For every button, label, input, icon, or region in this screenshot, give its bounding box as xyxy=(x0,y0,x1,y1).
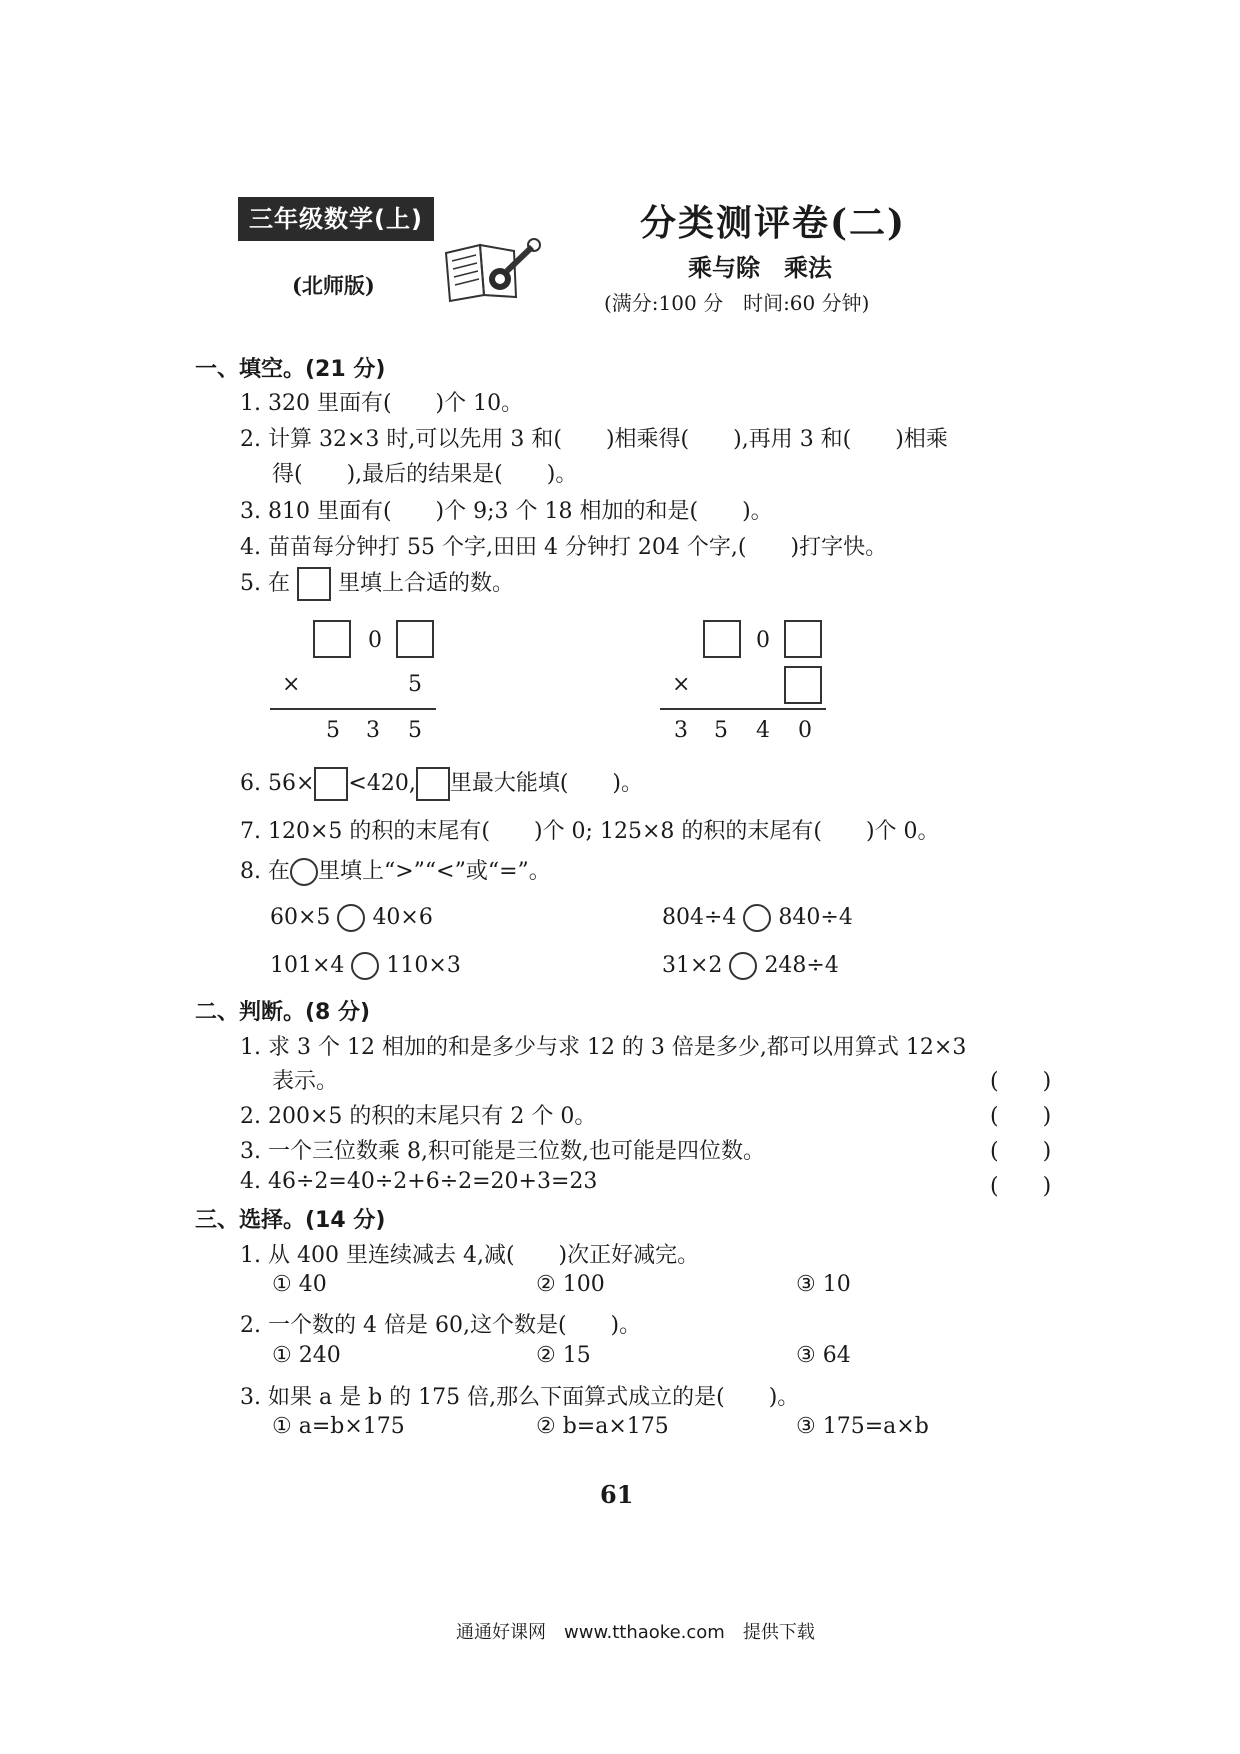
compare-left: 31×2 xyxy=(662,953,723,978)
question-1-4: 4. 苗苗每分钟打 55 个字,田田 4 分钟打 204 个字,( )打字快。 xyxy=(240,535,888,560)
calc2-digit-box[interactable] xyxy=(784,620,822,658)
answer-box[interactable] xyxy=(416,767,450,801)
question-1-5-suffix: 里填上合适的数。 xyxy=(337,571,514,596)
choice-option[interactable]: ③ 175=a×b xyxy=(796,1414,929,1439)
question-1-3: 3. 810 里面有( )个 9;3 个 18 相加的和是( )。 xyxy=(240,499,773,524)
calc1-zero: 0 xyxy=(368,628,382,653)
question-1-8-prefix: 8. 在 xyxy=(240,859,290,884)
calc1-multiplier: 5 xyxy=(408,672,422,697)
compare-circle[interactable] xyxy=(743,904,771,932)
answer-box[interactable] xyxy=(297,567,331,601)
section2-heading: 二、判断。(8 分) xyxy=(195,1000,371,1025)
compare-item xyxy=(662,904,853,932)
judge-question-3: 3. 一个三位数乘 8,积可能是三位数,也可能是四位数。 xyxy=(240,1139,765,1164)
choice-option[interactable]: ③ 10 xyxy=(796,1272,851,1297)
choice-option[interactable]: ① 40 xyxy=(272,1272,327,1297)
calc1-line xyxy=(270,708,436,710)
judge-answer-blank[interactable]: ( ) xyxy=(990,1069,1052,1094)
choice-option[interactable]: ② 100 xyxy=(536,1272,605,1297)
question-1-2-line1: 2. 计算 32×3 时,可以先用 3 和( )相乘得( ),再用 3 和( )相乘 xyxy=(240,427,948,452)
compare-left: 101×4 xyxy=(270,953,345,978)
question-1-7: 7. 120×5 的积的末尾有( )个 0; 125×8 的积的末尾有( )个 0。 xyxy=(240,819,940,844)
question-1-6-part-c: 里最大能填( )。 xyxy=(449,771,644,796)
choice-question-2: 2. 一个数的 4 倍是 60,这个数是( )。 xyxy=(240,1313,642,1338)
judge-answer-blank[interactable]: ( ) xyxy=(990,1104,1052,1129)
section3-heading: 三、选择。(14 分) xyxy=(195,1208,386,1233)
question-1-2-line2: 得( ),最后的结果是( )。 xyxy=(272,462,578,487)
section1-heading: 一、填空。(21 分) xyxy=(195,357,386,382)
question-1-6-part-b: <420, xyxy=(348,771,416,796)
compare-circle[interactable] xyxy=(351,952,379,980)
choice-question-3: 3. 如果 a 是 b 的 175 倍,那么下面算式成立的是( )。 xyxy=(240,1385,800,1410)
calc2-result-digit: 5 xyxy=(714,718,728,743)
footer-credit: 通通好课网 www.tthaoke.com 提供下载 xyxy=(456,1622,815,1643)
compare-item xyxy=(270,952,461,980)
compare-circle[interactable] xyxy=(337,904,365,932)
calc2-digit-box[interactable] xyxy=(703,620,741,658)
choice-question-1: 1. 从 400 里连续减去 4,减( )次正好减完。 xyxy=(240,1243,700,1268)
calc1-result-digit: 5 xyxy=(408,718,422,743)
calc2-result-digit: 0 xyxy=(798,718,812,743)
page-title: 分类测评卷(二) xyxy=(640,202,907,244)
compare-right: 248÷4 xyxy=(764,953,839,978)
compare-circle[interactable] xyxy=(729,952,757,980)
calc1-times-sign: × xyxy=(282,672,301,697)
judge-answer-blank[interactable]: ( ) xyxy=(990,1174,1052,1199)
compare-circle[interactable] xyxy=(290,858,318,886)
choice-option[interactable]: ③ 64 xyxy=(796,1343,851,1368)
compare-right: 110×3 xyxy=(386,953,461,978)
question-1-5 xyxy=(240,566,514,601)
compare-right: 40×6 xyxy=(372,905,433,930)
calc2-multiplier-box[interactable] xyxy=(784,666,822,704)
judge-question-2: 2. 200×5 的积的末尾只有 2 个 0。 xyxy=(240,1104,597,1129)
page-subtitle: 乘与除 乘法 xyxy=(688,254,832,282)
question-1-8-suffix: 里填上“>”“<”或“=”。 xyxy=(317,859,551,884)
calc1-result-digit: 5 xyxy=(326,718,340,743)
question-1-8 xyxy=(240,854,551,886)
question-1-6-part-a: 6. 56× xyxy=(240,771,315,796)
score-time-info: (满分:100 分 时间:60 分钟) xyxy=(604,291,870,315)
page-number: 61 xyxy=(600,1480,634,1509)
book-with-magnifier-icon xyxy=(440,235,548,305)
grade-badge: 三年级数学(上) xyxy=(238,197,434,241)
compare-left: 804÷4 xyxy=(662,905,737,930)
judge-question-4: 4. 46÷2=40÷2+6÷2=20+3=23 xyxy=(240,1169,598,1194)
calc1-digit-box[interactable] xyxy=(396,620,434,658)
answer-box[interactable] xyxy=(314,767,348,801)
question-1-6 xyxy=(240,766,643,801)
edition-label: (北师版) xyxy=(292,273,375,298)
compare-item xyxy=(270,904,433,932)
judge-answer-blank[interactable]: ( ) xyxy=(990,1139,1052,1164)
question-1-1: 1. 320 里面有( )个 10。 xyxy=(240,391,524,416)
choice-option[interactable]: ① 240 xyxy=(272,1343,341,1368)
calc2-zero: 0 xyxy=(756,628,770,653)
compare-item xyxy=(662,952,839,980)
choice-option[interactable]: ① a=b×175 xyxy=(272,1414,405,1439)
judge-question-1-line1: 1. 求 3 个 12 相加的和是多少与求 12 的 3 倍是多少,都可以用算式 12×3 xyxy=(240,1035,967,1060)
calc1-result-digit: 3 xyxy=(366,718,380,743)
question-1-5-prefix: 5. 在 xyxy=(240,571,290,596)
calc2-result-digit: 3 xyxy=(674,718,688,743)
choice-option[interactable]: ② b=a×175 xyxy=(536,1414,669,1439)
calc2-result-digit: 4 xyxy=(756,718,770,743)
compare-left: 60×5 xyxy=(270,905,331,930)
judge-question-1-line2: 表示。 xyxy=(272,1069,339,1094)
choice-option[interactable]: ② 15 xyxy=(536,1343,591,1368)
calc1-digit-box[interactable] xyxy=(313,620,351,658)
calc2-times-sign: × xyxy=(672,672,691,697)
compare-right: 840÷4 xyxy=(778,905,853,930)
calc2-line xyxy=(660,708,826,710)
